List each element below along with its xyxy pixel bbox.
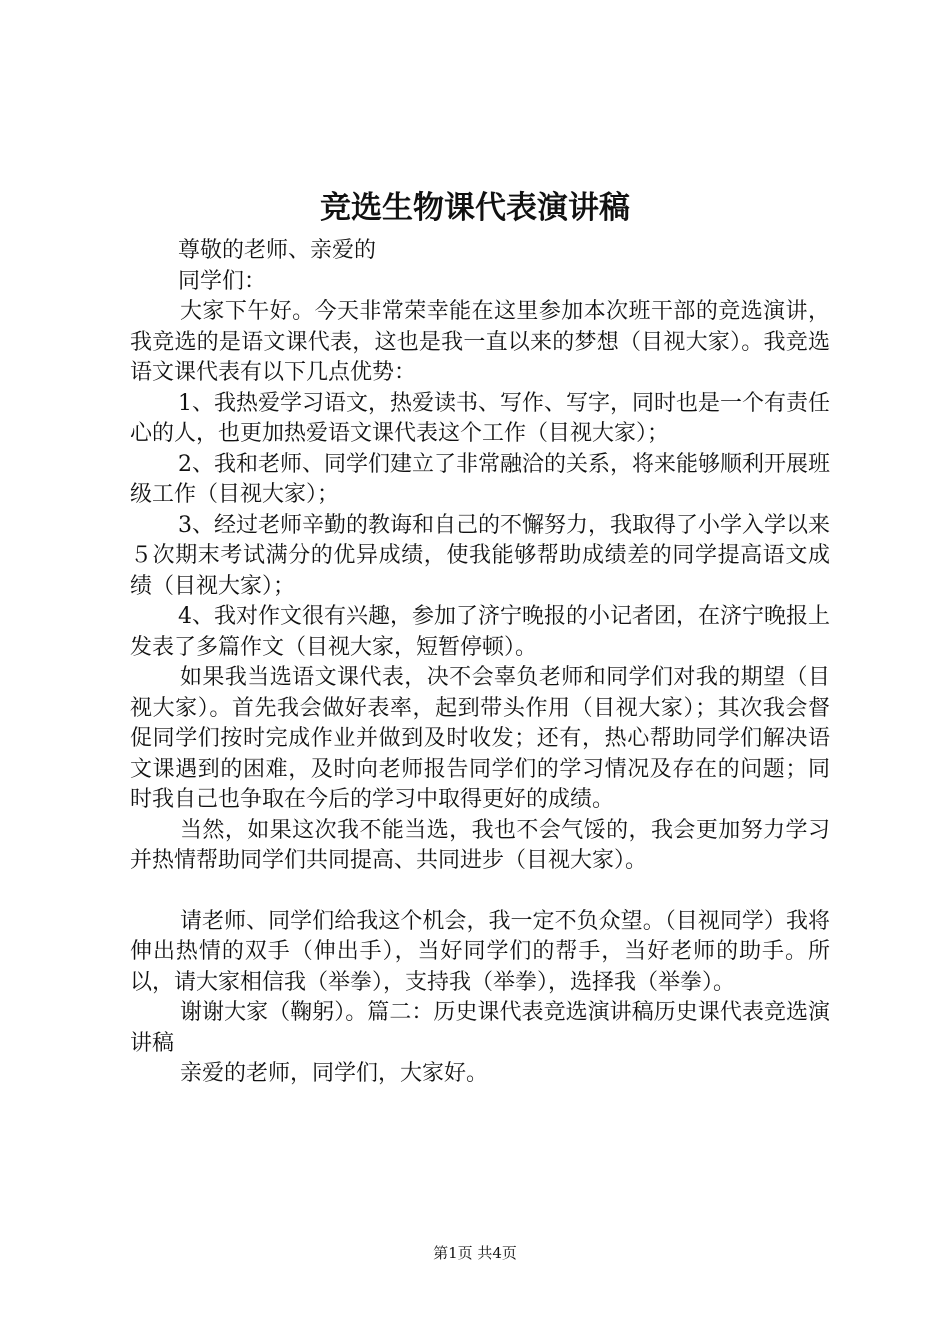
document-body (130, 236, 830, 1090)
paragraph-point-3: 3、经过老师辛勤的教诲和自己的不懈努力，我取得了小学入学以来５次期末考试满分的优异成绩，使我能够帮助成绩差的同学提高语文成绩（目视大家）； (130, 512, 830, 599)
paragraph-point-2: 2、我和老师、同学们建立了非常融洽的关系，将来能够顺利开展班级工作（目视大家）； (130, 451, 830, 507)
salutation-line-1: 尊敬的老师、亲爱的 (178, 238, 377, 263)
salutation-line-2: 同学们： (178, 268, 267, 294)
paragraph-intro: 大家下午好。今天非常荣幸能在这里参加本次班干部的竞选演讲，我竞选的是语文课代表，这也是我一直以来的梦想（目视大家）。我竞选语文课代表有以下几点优势： (130, 299, 830, 385)
paragraph-promise: 如果我当选语文课代表，决不会辜负老师和同学们对我的期望（目视大家）。首先我会做好表率，起到带头作用（目视大家）；其次我会督促同学们按时完成作业并做到及时收发；还有，热心帮助同学们解决语文课遇到的困难，及时向老师报告同学们的学习情况及存在的问题；同时我自己也争取在今后的学习中取得更好的成绩。 (130, 665, 830, 812)
paragraph-if-not-elected: 当然，如果这次我不能当选，我也不会气馁的，我会更加努力学习并热情帮助同学们共同提高、共同进步（目视大家）。 (130, 817, 830, 873)
page-footer: 第1页 共4页 (433, 1244, 517, 1262)
paragraph-point-4: 4、我对作文很有兴趣，参加了济宁晚报的小记者团，在济宁晚报上发表了多篇作文（目视大家，短暂停顿）。 (130, 604, 830, 660)
paragraph-thanks: 谢谢大家（鞠躬）。篇二：历史课代表竞选演讲稿历史课代表竞选演讲稿 (130, 1000, 830, 1056)
paragraph-greeting: 亲爱的老师，同学们，大家好。 (180, 1061, 489, 1086)
paragraph-point-1: 1、我热爱学习语文，热爱读书、写作、写字，同时也是一个有责任心的人，也更加热爱语文课代表这个工作（目视大家）； (130, 390, 830, 446)
paragraph-request: 请老师、同学们给我这个机会，我一定不负众望。（目视同学）我将伸出热情的双手（伸出手），当好同学们的帮手，当好老师的助手。所以，请大家相信我（举拳），支持我（举拳），选择我（举拳）。 (130, 908, 830, 995)
document-title: 竞选生物课代表演讲稿 (320, 190, 630, 226)
